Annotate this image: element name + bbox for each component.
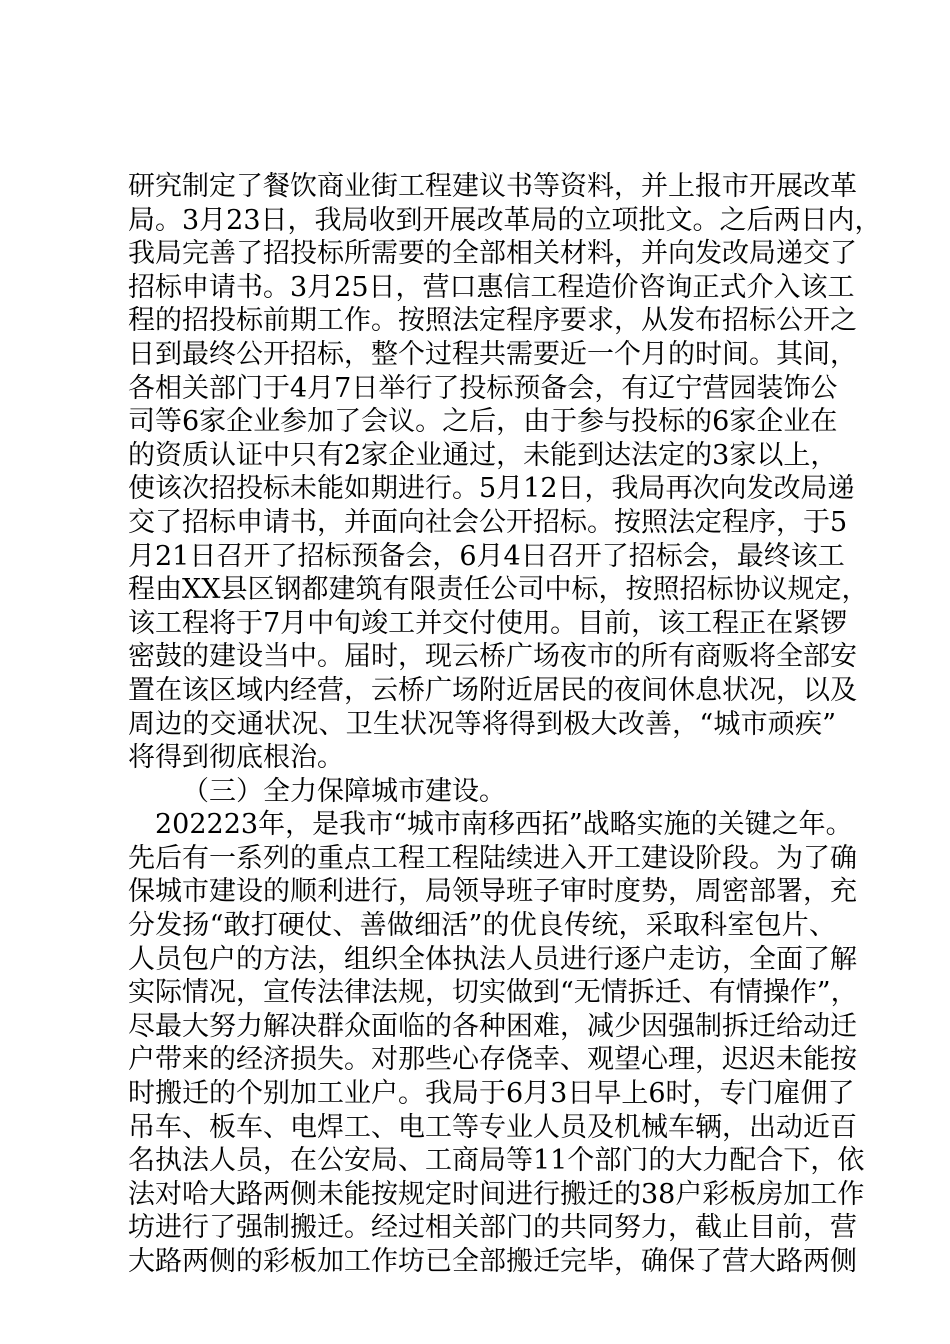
text-line-18: 将得到彻底根治。 [128, 742, 344, 774]
text-line-24: 人员包户的方法，组织全体执法人员进行逐户走访，全面了解 [128, 943, 857, 975]
text-line-17: 周边的交通状况、卫生状况等将得到极大改善，“城市顽疾” [128, 708, 836, 740]
text-line-9: 的资质认证中只有2家企业通过，未能到达法定的3家以上， [128, 439, 838, 471]
text-line-31: 法对哈大路两侧未能按规定时间进行搬迁的38户彩板房加工作 [128, 1178, 865, 1210]
text-line-20: 202223年，是我市“城市南移西拓”战略实施的关键之年。 [155, 809, 853, 841]
text-line-22: 保城市建设的顺利进行，局领导班子审时度势，周密部署，充 [128, 876, 857, 908]
text-line-28: 时搬迁的个别加工业户。我局于6月3日早上6时，专门雇佣了 [128, 1078, 855, 1110]
text-line-2: 局。3月23日，我局收到开展改革局的立项批文。之后两日内， [128, 204, 882, 236]
text-line-23: 分发扬“敢打硬仗、善做细活”的优良传统，采取科室包片、 [128, 910, 836, 942]
text-line-11: 交了招标申请书，并面向社会公开招标。按照法定程序，于5 [128, 506, 848, 538]
text-line-7: 各相关部门于4月7日举行了投标预备会，有辽宁营园装饰公 [128, 372, 838, 404]
text-line-14: 该工程将于7月中旬竣工并交付使用。目前，该工程正在紧锣 [128, 607, 848, 639]
text-line-13: 程由XX县区钢都建筑有限责任公司中标，按照招标协议规定， [128, 574, 869, 606]
text-line-3: 我局完善了招投标所需要的全部相关材料，并向发改局递交了 [128, 238, 857, 270]
text-line-29: 吊车、板车、电焊工、电工等专业人员及机械车辆，出动近百 [128, 1111, 857, 1143]
text-line-10: 使该次招投标未能如期进行。5月12日，我局再次向发改局递 [128, 473, 855, 505]
text-line-12: 月21日召开了招标预备会，6月4日召开了招标会，最终该工 [128, 540, 845, 572]
text-line-16: 置在该区域内经营，云桥广场附近居民的夜间休息状况，以及 [128, 674, 857, 706]
text-line-5: 程的招投标前期工作。按照法定程序要求，从发布招标公开之 [128, 305, 857, 337]
text-line-30: 名执法人员，在公安局、工商局等11个部门的大力配合下，依 [128, 1145, 865, 1177]
body-text [128, 170, 882, 1279]
text-line-27: 户带来的经济损失。对那些心存侥幸、观望心理，迟迟未能按 [128, 1044, 857, 1076]
section-heading: （三）全力保障城市建设。 [182, 775, 506, 807]
text-line-32: 坊进行了强制搬迁。经过相关部门的共同努力，截止目前，营 [128, 1212, 857, 1244]
text-line-33: 大路两侧的彩板加工作坊已全部搬迁完毕，确保了营大路两侧 [128, 1246, 857, 1277]
text-line-6: 日到最终公开招标，整个过程共需要近一个月的时间。其间， [128, 338, 857, 370]
text-line-26: 尽最大努力解决群众面临的各种困难，减少因强制拆迁给动迁 [128, 1010, 857, 1042]
text-line-21: 先后有一系列的重点工程工程陆续进入开工建设阶段。为了确 [128, 842, 857, 874]
text-line-8: 司等6家企业参加了会议。之后，由于参与投标的6家企业在 [128, 406, 838, 438]
text-line-15: 密鼓的建设当中。届时，现云桥广场夜市的所有商贩将全部安 [128, 641, 857, 673]
text-line-25: 实际情况，宣传法律法规，切实做到“无情拆迁、有情操作”， [128, 977, 858, 1009]
text-line-4: 招标申请书。3月25日，营口惠信工程造价咨询正式介入该工 [128, 271, 855, 303]
text-line-1: 研究制定了餐饮商业街工程建议书等资料，并上报市开展改革 [128, 171, 857, 202]
